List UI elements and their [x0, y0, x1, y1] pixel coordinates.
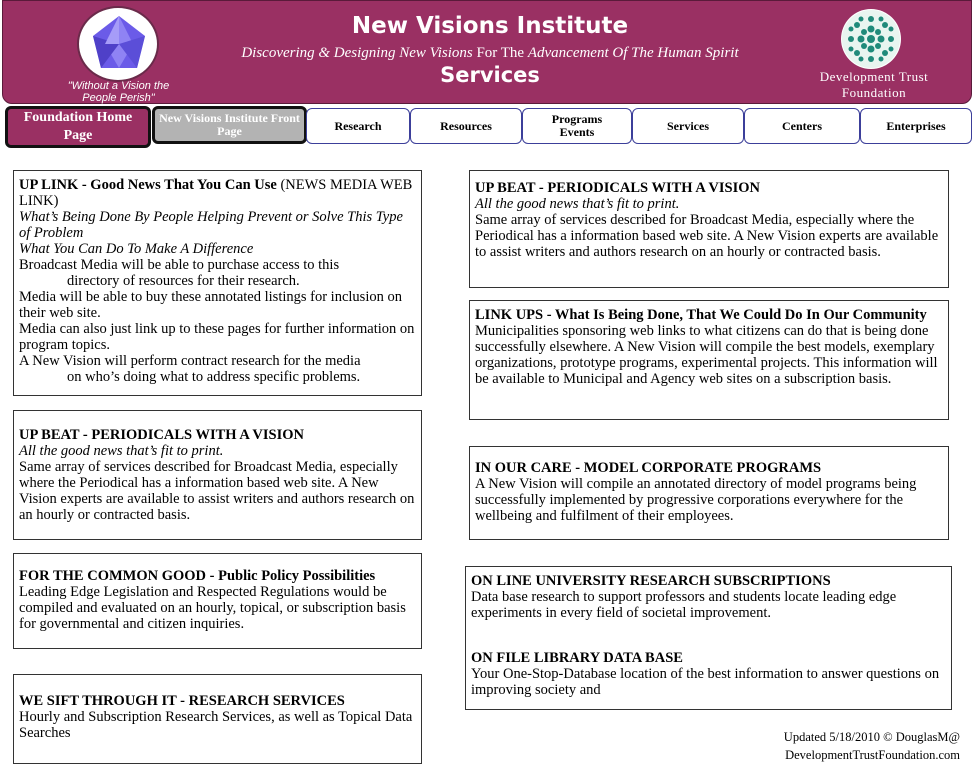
nav-enterprises[interactable]: Enterprises	[860, 108, 972, 144]
page-title: New Visions Institute	[351, 13, 629, 39]
linkups-box: LINK UPS - What Is Being Done, That We Could Do In Our Community Municipalities sponsoring web links to what citizens can do that is being done successfully elsewhere. A New Vision will compile the best models, exemplary organizations, prototype programs, experimental projects. This information will be available to Municipal and Agency web sites on a subscription basis.	[469, 300, 949, 420]
upbeat-box-right: UP BEAT - PERIODICALS WITH A VISION All the good news that’s fit to print. Same array of services described for Broadcast Media, especially where the Periodical has a information based web site. A New Vision experts are available to assist writers and authors research on an hourly or contracted basis.	[469, 170, 949, 288]
tagline: Discovering & Designing New Visions For The Advancement Of The Human Spirit	[241, 45, 739, 61]
nav-foundation-home[interactable]: Foundation Home Page	[5, 106, 151, 148]
uplink-box: UP LINK - Good News That You Can Use (NEWS MEDIA WEB LINK) What’s Being Done By People Helping Prevent or Solve This Type of Problem What You Can Do To Make A Difference Broadcast Media will be able to purchase access to this directory of resources for their research. Media will be able to buy these annotated listings for inclusion on their web site. Media can also just link up to these pages for further information on program topics. A New Vision will perform contract research for the media on who’s doing what to address specific problems.	[13, 170, 422, 396]
care-box: IN OUR CARE - MODEL CORPORATE PROGRAMS A New Vision will compile an annotated directory of model programs being successfully implemented by progressive corporations everywhere for the wellbeing and fulfilment of their employees.	[469, 446, 949, 540]
nav-research[interactable]: Research	[306, 108, 410, 144]
sift-box: WE SIFT THROUGH IT - RESEARCH SERVICES Hourly and Subscription Research Services, as well as Topical Data Searches	[13, 674, 422, 764]
upbeat-box-left: UP BEAT - PERIODICALS WITH A VISION All the good news that’s fit to print. Same array of services described for Broadcast Media, especially where the Periodical has a information based web site. A New Vision experts are available to assist writers and authors research on an hourly or contracted basis.	[13, 410, 422, 540]
motto: "Without a Vision the People Perish"	[67, 80, 170, 104]
partner-name: Development Trust Foundation	[819, 69, 929, 100]
sift-heading: WE SIFT THROUGH IT - RESEARCH SERVICES	[19, 693, 345, 709]
uplink-heading: UP LINK - Good News That You Can Use	[19, 177, 277, 193]
upbeat-heading: UP BEAT - PERIODICALS WITH A VISION	[19, 427, 304, 443]
header-banner	[2, 0, 972, 104]
upbeat-heading: UP BEAT - PERIODICALS WITH A VISION	[475, 180, 760, 196]
library-heading: ON FILE LIBRARY DATA BASE	[471, 650, 683, 666]
page-subtitle: Services	[440, 63, 540, 87]
nav-centers[interactable]: Centers	[744, 108, 860, 144]
care-heading: IN OUR CARE - MODEL CORPORATE PROGRAMS	[475, 460, 822, 476]
nav-institute-front-page[interactable]: New Visions Institute Front Page	[152, 106, 307, 144]
common-good-heading: FOR THE COMMON GOOD - Public Policy Possibilities	[19, 568, 376, 584]
nav-services[interactable]: Services	[632, 108, 744, 144]
nav-resources[interactable]: Resources	[410, 108, 522, 144]
new-visions-logo[interactable]	[77, 6, 159, 82]
nav-programs-events[interactable]: Programs Events	[522, 108, 632, 144]
globe-mosaic-icon	[841, 9, 901, 69]
footer-email-link[interactable]: DevelopmentTrustFoundation.com	[785, 748, 960, 762]
university-box: ON LINE UNIVERSITY RESEARCH SUBSCRIPTIONS Data base research to support professors and students locate leading edge experiments in every field of societal improvement. ON FILE LIBRARY DATA BASE Your One-Stop-Database location of the best information to answer questions on improving society and	[465, 566, 952, 710]
footer-updated: Updated 5/18/2010 © DouglasM@ DevelopmentTrustFoundation.com	[760, 728, 960, 764]
university-heading: ON LINE UNIVERSITY RESEARCH SUBSCRIPTIONS	[471, 573, 831, 589]
crystal-icon	[89, 14, 149, 74]
linkups-heading: LINK UPS - What Is Being Done, That We Could Do In Our Community	[475, 307, 927, 323]
common-good-box: FOR THE COMMON GOOD - Public Policy Possibilities Leading Edge Legislation and Respected Regulations would be compiled and evaluated on an hourly, topical, or subscription basis for governmental and citizen inquiries.	[13, 553, 422, 649]
development-trust-logo[interactable]	[841, 9, 901, 69]
